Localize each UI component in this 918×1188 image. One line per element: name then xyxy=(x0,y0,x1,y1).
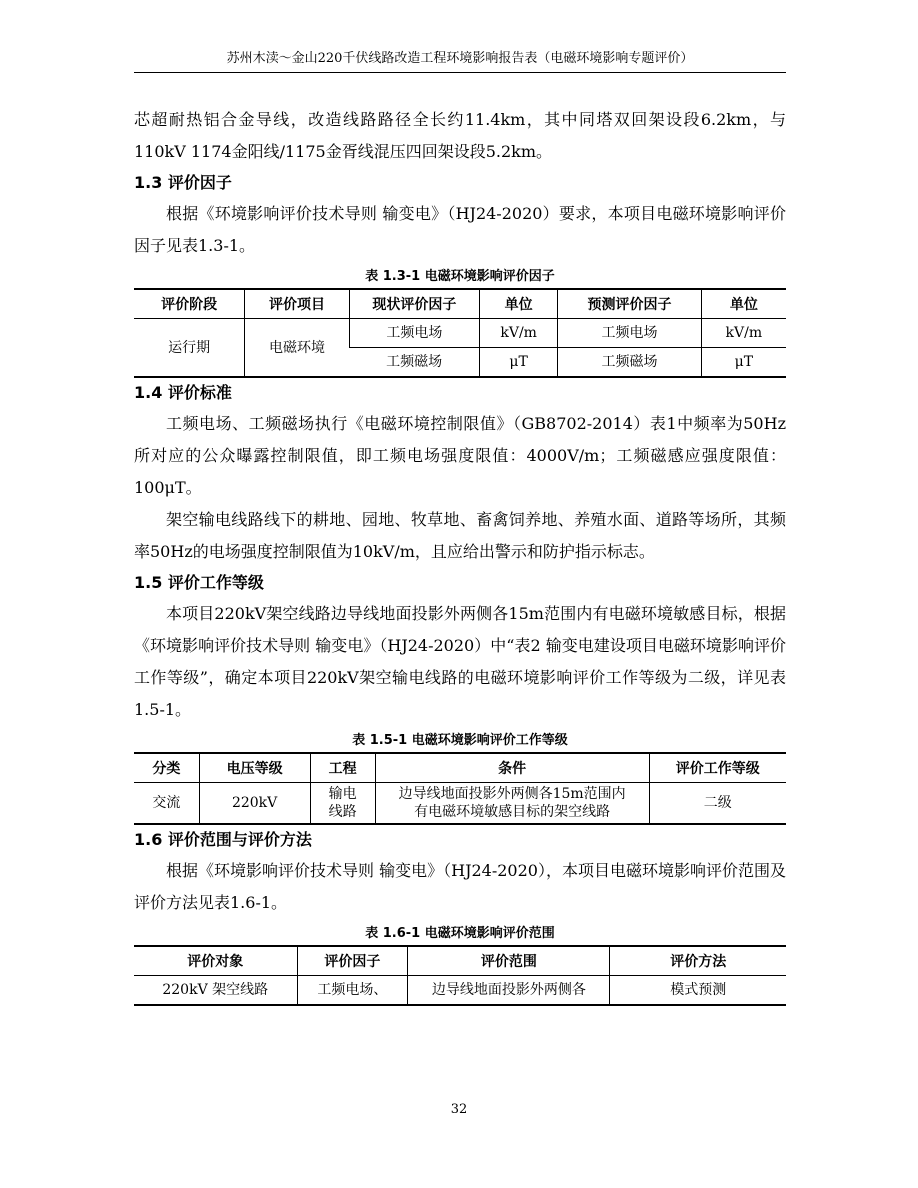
table-cell: 交流 xyxy=(134,783,199,825)
section-1-4-title: 1.4 评价标准 xyxy=(134,383,232,402)
table-1-5-1-caption: 表 1.5-1 电磁环境影响评价工作等级 xyxy=(352,733,568,748)
table-cell: 工频电场 xyxy=(349,319,479,348)
table-cell: 工频磁场 xyxy=(349,348,479,378)
table-cell-item: 电磁环境 xyxy=(245,319,349,378)
table-1-3-1-caption: 表 1.3-1 电磁环境影响评价因子 xyxy=(365,269,555,284)
table-header-cell: 评价工作等级 xyxy=(649,753,786,783)
table-1-6-1-caption: 表 1.6-1 电磁环境影响评价范围 xyxy=(365,926,555,941)
table-cell: 工频磁场 xyxy=(558,348,701,378)
table-row xyxy=(134,783,786,825)
table-cell: 220kV xyxy=(199,783,310,825)
intro-paragraph: 芯超耐热铝合金导线，改造线路路径全长约11.4km，其中同塔双回架设段6.2km，与110kV 1174金阳线/1175金胥线混压四回架设段5.2km。 xyxy=(134,110,786,161)
table-cell: 模式预测 xyxy=(610,976,786,1006)
table-1-6-1 xyxy=(134,945,786,1006)
table-cell: 工频电场、 xyxy=(297,976,408,1006)
section-1-3-title: 1.3 评价因子 xyxy=(134,173,232,192)
table-header-cell: 评价项目 xyxy=(245,289,349,319)
table-header-cell: 评价阶段 xyxy=(134,289,245,319)
table-header-row xyxy=(134,289,786,319)
table-header-cell: 单位 xyxy=(480,289,558,319)
table-header-row xyxy=(134,946,786,976)
table-header-cell: 电压等级 xyxy=(199,753,310,783)
table-cell-project xyxy=(310,783,375,825)
table-cell: 二级 xyxy=(649,783,786,825)
table-header-cell: 评价对象 xyxy=(134,946,297,976)
section-1-6-paragraph: 根据《环境影响评价技术导则 输变电》（HJ24-2020），本项目电磁环境影响评价范围及评价方法见表1.6-1。 xyxy=(134,861,786,912)
table-header-cell: 单位 xyxy=(701,289,786,319)
table-header-cell: 工程 xyxy=(310,753,375,783)
table-cell-stage: 运行期 xyxy=(134,319,245,378)
condition-line-1: 边导线地面投影外两侧各15m范围内 xyxy=(398,786,626,802)
table-header-cell: 预测评价因子 xyxy=(558,289,701,319)
section-1-3-paragraph: 根据《环境影响评价技术导则 输变电》（HJ24-2020）要求，本项目电磁环境影响评价因子见表1.3-1。 xyxy=(134,204,786,255)
table-header-cell: 条件 xyxy=(375,753,649,783)
table-header-cell: 分类 xyxy=(134,753,199,783)
table-cell-condition xyxy=(375,783,649,825)
document-body xyxy=(134,104,786,1006)
page-header: 苏州木渎～金山220千伏线路改造工程环境影响报告表（电磁环境影响专题评价） xyxy=(134,50,786,73)
section-1-5-paragraph: 本项目220kV架空线路边导线地面投影外两侧各15m范围内有电磁环境敏感目标，根据《环境影响评价技术导则 输变电》（HJ24-2020）中“表2 输变电建设项目电磁环境影响评价工作等级”，确定本项目220kV架空输电线路的电磁环境影响评价工作等级为二级，详见表1.5-1。 xyxy=(134,604,786,719)
table-row xyxy=(134,976,786,1006)
table-cell: μT xyxy=(480,348,558,378)
section-1-5-title: 1.5 评价工作等级 xyxy=(134,573,264,592)
table-1-5-1 xyxy=(134,752,786,825)
section-1-4-paragraph-1: 工频电场、工频磁场执行《电磁环境控制限值》（GB8702-2014）表1中频率为50Hz所对应的公众曝露控制限值，即工频电场强度限值：4000V/m；工频磁感应强度限值：100μT。 xyxy=(134,414,786,497)
table-header-cell: 评价因子 xyxy=(297,946,408,976)
table-header-cell: 现状评价因子 xyxy=(349,289,479,319)
table-header-cell: 评价范围 xyxy=(408,946,610,976)
table-cell: 220kV 架空线路 xyxy=(134,976,297,1006)
page-number: 32 xyxy=(450,1102,468,1117)
project-line-1: 输电 xyxy=(328,786,357,802)
table-cell: kV/m xyxy=(701,319,786,348)
condition-line-2: 有电磁环境敏感目标的架空线路 xyxy=(414,804,611,820)
table-header-row xyxy=(134,753,786,783)
table-header-cell: 评价方法 xyxy=(610,946,786,976)
table-cell: 边导线地面投影外两侧各 xyxy=(408,976,610,1006)
table-cell: μT xyxy=(701,348,786,378)
table-row xyxy=(134,319,786,348)
section-1-4-paragraph-2: 架空输电线路线下的耕地、园地、牧草地、畜禽饲养地、养殖水面、道路等场所，其频率50Hz的电场强度控制限值为10kV/m，且应给出警示和防护指示标志。 xyxy=(134,510,786,561)
table-cell: kV/m xyxy=(480,319,558,348)
table-cell: 工频电场 xyxy=(558,319,701,348)
section-1-6-title: 1.6 评价范围与评价方法 xyxy=(134,830,312,849)
project-line-2: 线路 xyxy=(328,804,357,820)
table-1-3-1 xyxy=(134,288,786,378)
